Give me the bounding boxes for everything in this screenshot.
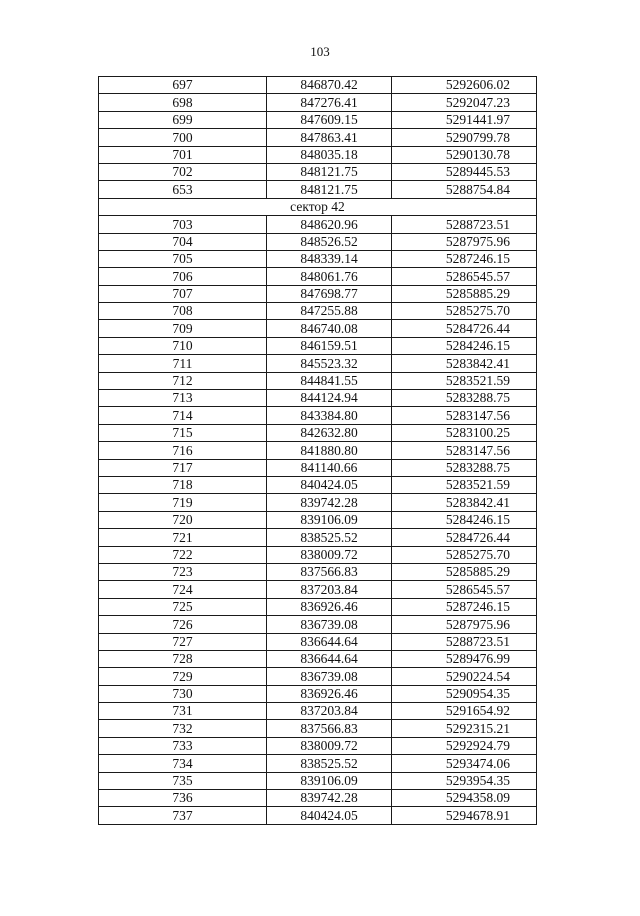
point-number-cell: 721 bbox=[99, 529, 267, 546]
section-row bbox=[99, 198, 537, 215]
y-coordinate-cell: 5294678.91 bbox=[392, 807, 537, 824]
point-number-cell: 707 bbox=[99, 285, 267, 302]
table-row bbox=[99, 111, 537, 128]
x-coordinate-cell: 847609.15 bbox=[267, 111, 392, 128]
point-number-cell: 711 bbox=[99, 355, 267, 372]
y-coordinate-cell: 5283147.56 bbox=[392, 442, 537, 459]
x-coordinate-cell: 837566.83 bbox=[267, 720, 392, 737]
section-title: сектор 42 bbox=[99, 198, 537, 215]
y-coordinate-cell: 5289445.53 bbox=[392, 163, 537, 180]
table-row bbox=[99, 685, 537, 702]
x-coordinate-cell: 846870.42 bbox=[267, 77, 392, 94]
y-coordinate-cell: 5283842.41 bbox=[392, 355, 537, 372]
point-number-cell: 699 bbox=[99, 111, 267, 128]
x-coordinate-cell: 848526.52 bbox=[267, 233, 392, 250]
y-coordinate-cell: 5288723.51 bbox=[392, 633, 537, 650]
x-coordinate-cell: 839106.09 bbox=[267, 772, 392, 789]
x-coordinate-cell: 836644.64 bbox=[267, 650, 392, 667]
y-coordinate-cell: 5289476.99 bbox=[392, 650, 537, 667]
x-coordinate-cell: 840424.05 bbox=[267, 476, 392, 493]
x-coordinate-cell: 847255.88 bbox=[267, 303, 392, 320]
x-coordinate-cell: 847863.41 bbox=[267, 129, 392, 146]
table-row bbox=[99, 407, 537, 424]
table-row bbox=[99, 303, 537, 320]
point-number-cell: 700 bbox=[99, 129, 267, 146]
y-coordinate-cell: 5294358.09 bbox=[392, 790, 537, 807]
point-number-cell: 714 bbox=[99, 407, 267, 424]
table-row bbox=[99, 268, 537, 285]
y-coordinate-cell: 5284726.44 bbox=[392, 320, 537, 337]
y-coordinate-cell: 5283100.25 bbox=[392, 424, 537, 441]
y-coordinate-cell: 5285885.29 bbox=[392, 563, 537, 580]
y-coordinate-cell: 5292315.21 bbox=[392, 720, 537, 737]
point-number-cell: 726 bbox=[99, 616, 267, 633]
y-coordinate-cell: 5293474.06 bbox=[392, 755, 537, 772]
table-row bbox=[99, 755, 537, 772]
coordinates-table-body bbox=[99, 77, 537, 825]
table-row bbox=[99, 355, 537, 372]
y-coordinate-cell: 5287975.96 bbox=[392, 233, 537, 250]
x-coordinate-cell: 836739.08 bbox=[267, 616, 392, 633]
table-row bbox=[99, 598, 537, 615]
y-coordinate-cell: 5291654.92 bbox=[392, 703, 537, 720]
point-number-cell: 733 bbox=[99, 737, 267, 754]
point-number-cell: 725 bbox=[99, 598, 267, 615]
x-coordinate-cell: 848121.75 bbox=[267, 181, 392, 198]
y-coordinate-cell: 5285275.70 bbox=[392, 303, 537, 320]
y-coordinate-cell: 5286545.57 bbox=[392, 581, 537, 598]
y-coordinate-cell: 5290130.78 bbox=[392, 146, 537, 163]
y-coordinate-cell: 5291441.97 bbox=[392, 111, 537, 128]
table-row bbox=[99, 650, 537, 667]
table-row bbox=[99, 442, 537, 459]
table-row bbox=[99, 94, 537, 111]
x-coordinate-cell: 847276.41 bbox=[267, 94, 392, 111]
table-row bbox=[99, 476, 537, 493]
x-coordinate-cell: 839742.28 bbox=[267, 790, 392, 807]
x-coordinate-cell: 838525.52 bbox=[267, 529, 392, 546]
table-row bbox=[99, 320, 537, 337]
point-number-cell: 718 bbox=[99, 476, 267, 493]
y-coordinate-cell: 5283521.59 bbox=[392, 372, 537, 389]
table-row bbox=[99, 807, 537, 824]
x-coordinate-cell: 841140.66 bbox=[267, 459, 392, 476]
point-number-cell: 710 bbox=[99, 337, 267, 354]
y-coordinate-cell: 5287975.96 bbox=[392, 616, 537, 633]
x-coordinate-cell: 839742.28 bbox=[267, 494, 392, 511]
point-number-cell: 715 bbox=[99, 424, 267, 441]
table-row bbox=[99, 129, 537, 146]
point-number-cell: 701 bbox=[99, 146, 267, 163]
y-coordinate-cell: 5283842.41 bbox=[392, 494, 537, 511]
point-number-cell: 702 bbox=[99, 163, 267, 180]
y-coordinate-cell: 5284246.15 bbox=[392, 337, 537, 354]
point-number-cell: 729 bbox=[99, 668, 267, 685]
table-row bbox=[99, 529, 537, 546]
table-row bbox=[99, 181, 537, 198]
point-number-cell: 731 bbox=[99, 703, 267, 720]
table-row bbox=[99, 511, 537, 528]
table-row bbox=[99, 668, 537, 685]
point-number-cell: 706 bbox=[99, 268, 267, 285]
table-row bbox=[99, 459, 537, 476]
table-row bbox=[99, 616, 537, 633]
table-row bbox=[99, 250, 537, 267]
point-number-cell: 720 bbox=[99, 511, 267, 528]
x-coordinate-cell: 836926.46 bbox=[267, 685, 392, 702]
x-coordinate-cell: 836739.08 bbox=[267, 668, 392, 685]
y-coordinate-cell: 5284726.44 bbox=[392, 529, 537, 546]
x-coordinate-cell: 838525.52 bbox=[267, 755, 392, 772]
point-number-cell: 719 bbox=[99, 494, 267, 511]
y-coordinate-cell: 5290799.78 bbox=[392, 129, 537, 146]
y-coordinate-cell: 5288754.84 bbox=[392, 181, 537, 198]
point-number-cell: 705 bbox=[99, 250, 267, 267]
table-row bbox=[99, 163, 537, 180]
point-number-cell: 732 bbox=[99, 720, 267, 737]
table-row bbox=[99, 546, 537, 563]
table-row bbox=[99, 772, 537, 789]
y-coordinate-cell: 5284246.15 bbox=[392, 511, 537, 528]
table-row bbox=[99, 233, 537, 250]
point-number-cell: 727 bbox=[99, 633, 267, 650]
y-coordinate-cell: 5292606.02 bbox=[392, 77, 537, 94]
point-number-cell: 708 bbox=[99, 303, 267, 320]
y-coordinate-cell: 5285275.70 bbox=[392, 546, 537, 563]
point-number-cell: 697 bbox=[99, 77, 267, 94]
page-number: 103 bbox=[310, 44, 330, 59]
x-coordinate-cell: 848035.18 bbox=[267, 146, 392, 163]
x-coordinate-cell: 842632.80 bbox=[267, 424, 392, 441]
y-coordinate-cell: 5287246.15 bbox=[392, 250, 537, 267]
table-row bbox=[99, 424, 537, 441]
x-coordinate-cell: 848061.76 bbox=[267, 268, 392, 285]
x-coordinate-cell: 844841.55 bbox=[267, 372, 392, 389]
table-row bbox=[99, 703, 537, 720]
x-coordinate-cell: 836926.46 bbox=[267, 598, 392, 615]
table-row bbox=[99, 372, 537, 389]
x-coordinate-cell: 840424.05 bbox=[267, 807, 392, 824]
point-number-cell: 724 bbox=[99, 581, 267, 598]
point-number-cell: 717 bbox=[99, 459, 267, 476]
point-number-cell: 734 bbox=[99, 755, 267, 772]
table-row bbox=[99, 77, 537, 94]
x-coordinate-cell: 836644.64 bbox=[267, 633, 392, 650]
x-coordinate-cell: 846159.51 bbox=[267, 337, 392, 354]
table-row bbox=[99, 337, 537, 354]
table-row bbox=[99, 581, 537, 598]
x-coordinate-cell: 848339.14 bbox=[267, 250, 392, 267]
table-row bbox=[99, 563, 537, 580]
y-coordinate-cell: 5283288.75 bbox=[392, 459, 537, 476]
x-coordinate-cell: 838009.72 bbox=[267, 546, 392, 563]
table-row bbox=[99, 285, 537, 302]
x-coordinate-cell: 845523.32 bbox=[267, 355, 392, 372]
y-coordinate-cell: 5292924.79 bbox=[392, 737, 537, 754]
point-number-cell: 716 bbox=[99, 442, 267, 459]
x-coordinate-cell: 846740.08 bbox=[267, 320, 392, 337]
point-number-cell: 713 bbox=[99, 390, 267, 407]
point-number-cell: 736 bbox=[99, 790, 267, 807]
x-coordinate-cell: 841880.80 bbox=[267, 442, 392, 459]
x-coordinate-cell: 838009.72 bbox=[267, 737, 392, 754]
point-number-cell: 653 bbox=[99, 181, 267, 198]
y-coordinate-cell: 5293954.35 bbox=[392, 772, 537, 789]
x-coordinate-cell: 837566.83 bbox=[267, 563, 392, 580]
table-row bbox=[99, 216, 537, 233]
table-row bbox=[99, 720, 537, 737]
table-row bbox=[99, 633, 537, 650]
x-coordinate-cell: 837203.84 bbox=[267, 703, 392, 720]
point-number-cell: 728 bbox=[99, 650, 267, 667]
x-coordinate-cell: 837203.84 bbox=[267, 581, 392, 598]
table-row bbox=[99, 494, 537, 511]
point-number-cell: 698 bbox=[99, 94, 267, 111]
coordinates-table bbox=[98, 76, 537, 825]
y-coordinate-cell: 5290954.35 bbox=[392, 685, 537, 702]
table-row bbox=[99, 146, 537, 163]
x-coordinate-cell: 848620.96 bbox=[267, 216, 392, 233]
point-number-cell: 735 bbox=[99, 772, 267, 789]
x-coordinate-cell: 839106.09 bbox=[267, 511, 392, 528]
point-number-cell: 722 bbox=[99, 546, 267, 563]
y-coordinate-cell: 5287246.15 bbox=[392, 598, 537, 615]
table-row bbox=[99, 737, 537, 754]
x-coordinate-cell: 844124.94 bbox=[267, 390, 392, 407]
point-number-cell: 723 bbox=[99, 563, 267, 580]
x-coordinate-cell: 843384.80 bbox=[267, 407, 392, 424]
point-number-cell: 709 bbox=[99, 320, 267, 337]
x-coordinate-cell: 848121.75 bbox=[267, 163, 392, 180]
point-number-cell: 730 bbox=[99, 685, 267, 702]
table-row bbox=[99, 390, 537, 407]
point-number-cell: 737 bbox=[99, 807, 267, 824]
point-number-cell: 712 bbox=[99, 372, 267, 389]
y-coordinate-cell: 5285885.29 bbox=[392, 285, 537, 302]
y-coordinate-cell: 5283147.56 bbox=[392, 407, 537, 424]
y-coordinate-cell: 5288723.51 bbox=[392, 216, 537, 233]
y-coordinate-cell: 5283288.75 bbox=[392, 390, 537, 407]
y-coordinate-cell: 5286545.57 bbox=[392, 268, 537, 285]
y-coordinate-cell: 5283521.59 bbox=[392, 476, 537, 493]
point-number-cell: 704 bbox=[99, 233, 267, 250]
x-coordinate-cell: 847698.77 bbox=[267, 285, 392, 302]
y-coordinate-cell: 5290224.54 bbox=[392, 668, 537, 685]
y-coordinate-cell: 5292047.23 bbox=[392, 94, 537, 111]
table-row bbox=[99, 790, 537, 807]
point-number-cell: 703 bbox=[99, 216, 267, 233]
